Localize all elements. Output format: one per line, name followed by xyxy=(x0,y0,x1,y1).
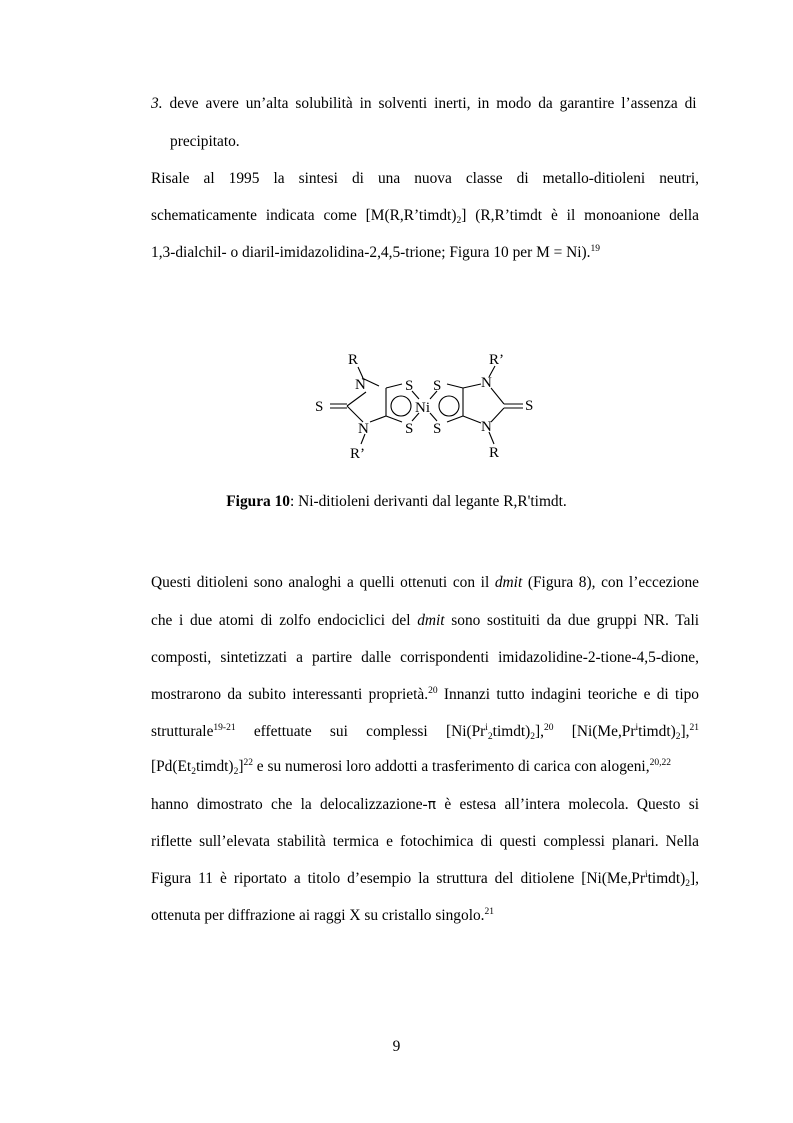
paragraph-2-line-4: mostrarono da subito interessanti proprietà.$^{20}$ Innanzi tutto indagini teoriche e di tipo xyxy=(151,686,699,703)
paragraph-1-line-3: 1,3-dialchil- o diaril-imidazolidina-2,4,5-trione; Figura 10 per M = Ni).$^{19}$ xyxy=(151,244,601,261)
paragraph-2-line-8: riflette sull’elevata stabilità termica e fotochimica di questi complessi planari. Nella xyxy=(151,833,699,850)
n-top-left-label: N xyxy=(355,377,366,393)
paragraph-2-line-1: Questi ditioleni sono analoghi a quelli ottenuti con il dmit (Figura 8), con l’eccezione xyxy=(151,574,699,591)
r-top-right-label: R’ xyxy=(489,352,504,368)
n-bottom-right-label: N xyxy=(481,419,492,435)
r-top-left-label: R xyxy=(348,352,359,368)
list-number: 3. xyxy=(151,95,163,112)
list-item-3-line-2: precipitato. xyxy=(170,133,240,150)
list-text: deve avere un’alta solubilità in solventi inerti, in modo da garantire l’assenza di xyxy=(169,95,697,112)
n-bottom-left-label: N xyxy=(358,421,369,437)
s-bottom-left-label: S xyxy=(405,421,414,437)
ni-dithiolene-structure xyxy=(305,342,545,467)
r-bottom-right-label: R xyxy=(489,445,500,461)
paragraph-2-line-9: Figura 11 è riportato a titolo d’esempio la struttura del ditiolene $[Ni(Me,Pr^itimdt)_2]$, xyxy=(151,870,699,889)
paragraph-1-line-2: schematicamente indicata come $[M(R,R’timdt)_2]$ (R,R’timdt è il monoanione della xyxy=(151,207,699,226)
paragraph-2-line-10: ottenuta per diffrazione ai raggi X su cristallo singolo.$^{21}$ xyxy=(151,907,495,924)
figure-caption xyxy=(0,492,793,512)
s-exo-left-label: S xyxy=(315,399,324,415)
paragraph-2-line-2: che i due atomi di zolfo endociclici del dmit sono sostituiti da due gruppi NR. Tali xyxy=(151,612,699,629)
paragraph-2-line-6: $[Pd(Et_2timdt)_2]^{22}$ e su numerosi loro addotti a trasferimento di carica con alogeni,$^{20,22}$ xyxy=(151,758,671,777)
list-item-3-line-1 xyxy=(151,94,699,114)
page-number: 9 xyxy=(392,1038,401,1055)
paragraph-1-line-1: Risale al 1995 la sintesi di una nuova classe di metallo-ditioleni neutri, xyxy=(151,170,699,187)
s-top-right-label: S xyxy=(433,378,442,394)
ni-label: Ni xyxy=(415,400,430,416)
n-top-right-label: N xyxy=(481,375,492,391)
s-exo-right-label: S xyxy=(525,398,534,414)
s-bottom-right-label: S xyxy=(433,421,442,437)
paragraph-2-line-3: composti, sintetizzati a partire dalle corrispondenti imidazolidine-2-tione-4,5-dione, xyxy=(151,649,699,666)
s-top-left-label: S xyxy=(405,378,414,394)
caption-label: Figura 10 xyxy=(226,493,290,510)
caption-text: : Ni-ditioleni derivanti dal legante R,R'timdt. xyxy=(289,493,567,510)
paragraph-2-line-5: strutturale$^{19-21}$ effettuate sui complessi $[Ni(Pr^i_2timdt)_2],^{20}$ $[Ni(Me,Pr^itimdt)_2],^{21}$ xyxy=(151,723,699,742)
r-bottom-left-label: R’ xyxy=(350,446,365,462)
paragraph-2-line-7: hanno dimostrato che la delocalizzazione-π è estesa all’intera molecola. Questo si xyxy=(151,796,699,813)
